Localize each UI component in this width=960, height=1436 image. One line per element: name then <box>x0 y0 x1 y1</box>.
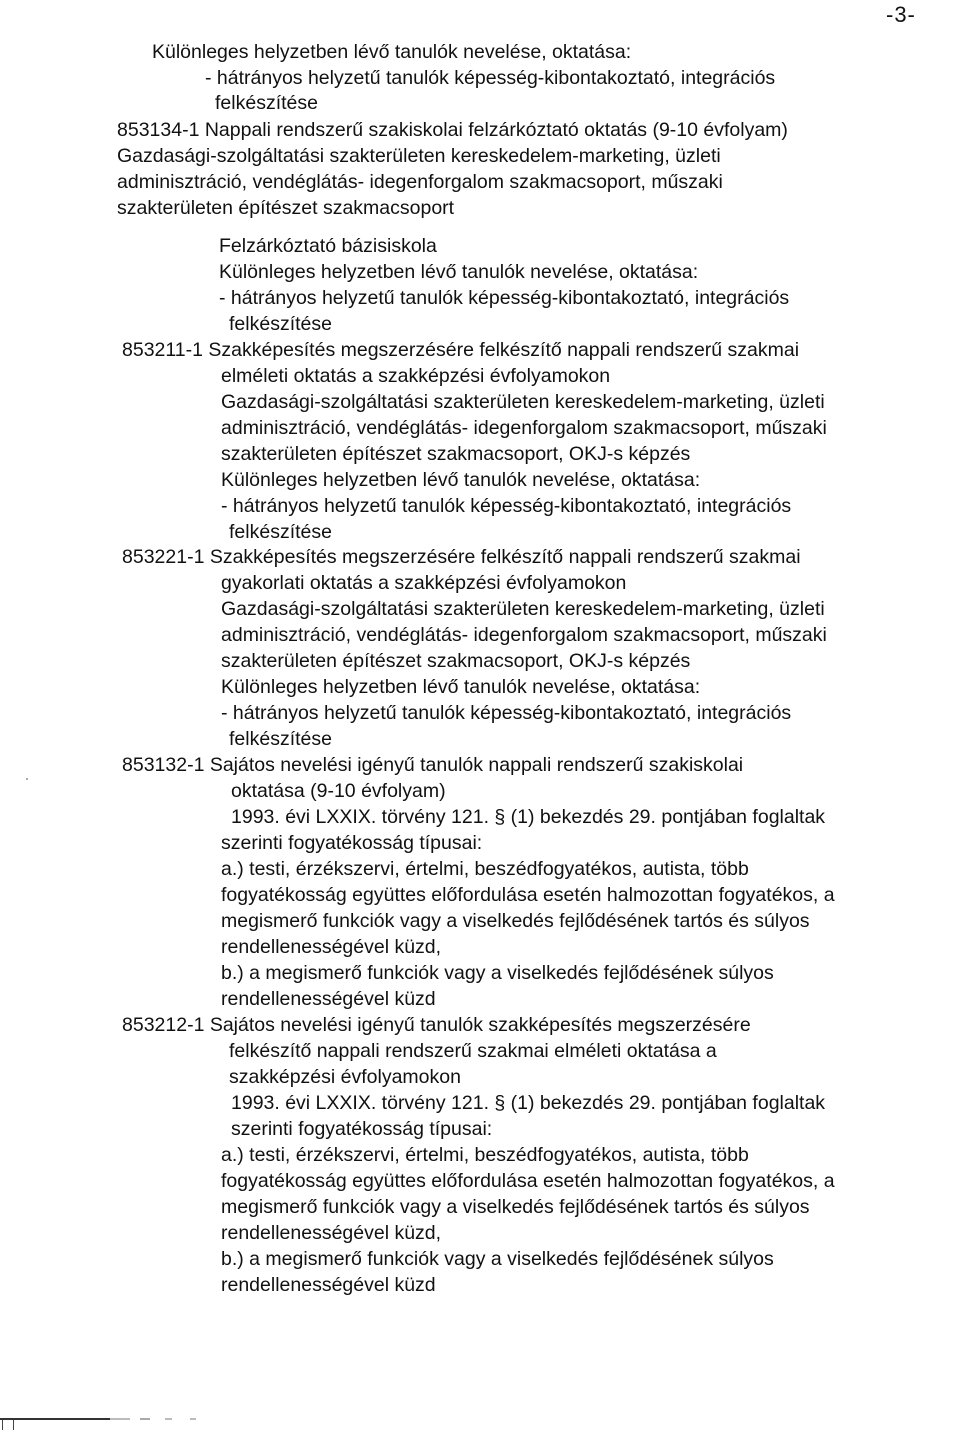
scan-artifact <box>0 1418 200 1420</box>
text-line: - hátrányos helyzetű tanulók képesség-kibontakoztató, integrációs <box>221 702 792 724</box>
text-line: felkészítése <box>229 521 332 543</box>
text-line: a.) testi, érzékszervi, értelmi, beszédfogyatékos, autista, több <box>221 858 749 880</box>
text-line: 853212-1 Sajátos nevelési igényű tanulók szakképesítés megszerzésére <box>122 1014 751 1036</box>
text-line: - hátrányos helyzetű tanulók képesség-kibontakoztató, integrációs <box>219 287 790 309</box>
text-line: szakterületen építészet szakmacsoport <box>117 197 455 219</box>
text-line: 853134-1 Nappali rendszerű szakiskolai felzárkóztató oktatás (9-10 évfolyam) <box>117 119 788 141</box>
text-line: felkészítése <box>215 92 318 114</box>
text-line: szakképzési évfolyamokon <box>229 1066 461 1088</box>
text-line: Különleges helyzetben lévő tanulók nevelése, oktatása: <box>152 41 632 63</box>
text-line: felkészítő nappali rendszerű szakmai elméleti oktatása a <box>229 1040 717 1062</box>
text-line: rendellenességével küzd <box>221 988 436 1010</box>
text-line: fogyatékosság együttes előfordulása esetén halmozottan fogyatékos, a <box>221 884 835 906</box>
text-line: - hátrányos helyzetű tanulók képesség-kibontakoztató, integrációs <box>205 67 776 89</box>
text-line: felkészítése <box>229 313 332 335</box>
text-line: rendellenességével küzd, <box>221 936 442 958</box>
text-line: szerinti fogyatékosság típusai: <box>231 1118 493 1140</box>
text-line: megismerő funkciók vagy a viselkedés fejlődésének tartós és súlyos <box>221 910 810 932</box>
scan-artifact <box>26 778 28 780</box>
text-line: b.) a megismerő funkciók vagy a viselkedés fejlődésének súlyos <box>221 1248 774 1270</box>
text-line: 853221-1 Szakképesítés megszerzésére felkészítő nappali rendszerű szakmai <box>122 546 801 568</box>
text-line: oktatása (9-10 évfolyam) <box>231 780 446 802</box>
text-line: adminisztráció, vendéglátás- idegenforgalom szakmacsoport, műszaki <box>117 171 723 193</box>
text-line: Különleges helyzetben lévő tanulók nevelése, oktatása: <box>221 676 701 698</box>
text-line: szerinti fogyatékosság típusai: <box>221 832 483 854</box>
text-line: Gazdasági-szolgáltatási szakterületen kereskedelem-marketing, üzleti <box>221 391 825 413</box>
text-line: - hátrányos helyzetű tanulók képesség-kibontakoztató, integrációs <box>221 495 792 517</box>
text-line: Felzárkóztató bázisiskola <box>219 235 437 257</box>
text-line: Gazdasági-szolgáltatási szakterületen kereskedelem-marketing, üzleti <box>221 598 825 620</box>
text-line: Különleges helyzetben lévő tanulók nevelése, oktatása: <box>221 469 701 491</box>
text-line: Gazdasági-szolgáltatási szakterületen kereskedelem-marketing, üzleti <box>117 145 721 167</box>
text-line: elméleti oktatás a szakképzési évfolyamokon <box>221 365 611 387</box>
text-line: szakterületen építészet szakmacsoport, OKJ-s képzés <box>221 443 691 465</box>
text-line: adminisztráció, vendéglátás- idegenforgalom szakmacsoport, műszaki <box>221 624 827 646</box>
text-line: b.) a megismerő funkciók vagy a viselkedés fejlődésének súlyos <box>221 962 774 984</box>
text-line: Különleges helyzetben lévő tanulók nevelése, oktatása: <box>219 261 699 283</box>
text-line: 853132-1 Sajátos nevelési igényű tanulók nappali rendszerű szakiskolai <box>122 754 744 776</box>
page-number: -3- <box>886 2 916 27</box>
text-line: fogyatékosság együttes előfordulása esetén halmozottan fogyatékos, a <box>221 1170 835 1192</box>
text-line: 853211-1 Szakképesítés megszerzésére felkészítő nappali rendszerű szakmai <box>122 339 800 361</box>
text-line: 1993. évi LXXIX. törvény 121. § (1) bekezdés 29. pontjában foglaltak <box>231 806 826 828</box>
text-line: rendellenességével küzd <box>221 1274 436 1296</box>
text-line: rendellenességével küzd, <box>221 1222 442 1244</box>
text-line: adminisztráció, vendéglátás- idegenforgalom szakmacsoport, műszaki <box>221 417 827 439</box>
scan-artifact <box>2 1420 14 1430</box>
text-line: szakterületen építészet szakmacsoport, OKJ-s képzés <box>221 650 691 672</box>
text-line: megismerő funkciók vagy a viselkedés fejlődésének tartós és súlyos <box>221 1196 810 1218</box>
text-line: felkészítése <box>229 728 332 750</box>
text-line: gyakorlati oktatás a szakképzési évfolyamokon <box>221 572 627 594</box>
text-line: a.) testi, érzékszervi, értelmi, beszédfogyatékos, autista, több <box>221 1144 749 1166</box>
text-line: 1993. évi LXXIX. törvény 121. § (1) bekezdés 29. pontjában foglaltak <box>231 1092 826 1114</box>
